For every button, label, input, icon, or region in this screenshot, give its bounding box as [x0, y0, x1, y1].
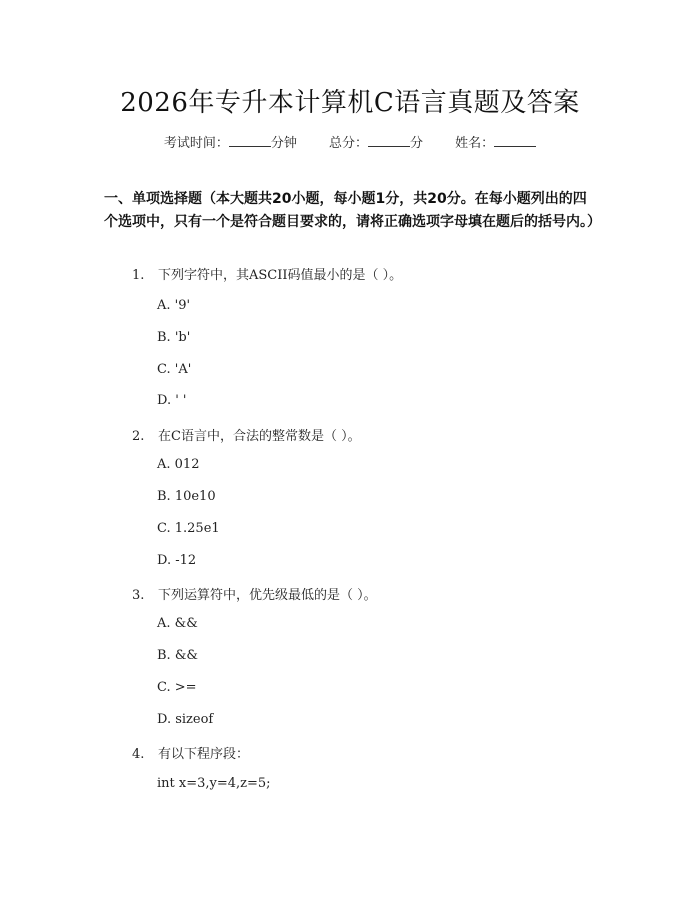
question-text: 下列运算符中，优先级最低的是（ ）。: [158, 588, 377, 603]
question-text: 下列字符中，其ASCII码值最小的是（ ）。: [158, 268, 403, 283]
question-3-option-b: B. &&: [157, 648, 198, 663]
total-score-field: [329, 132, 423, 151]
question-4-code: int x=3,y=4,z=5;: [157, 776, 271, 791]
section-heading: 一、单项选择题（本大题共20小题，每小题1分，共20分。在每小题列出的四个选项中，只有一个是符合题目要求的，请将正确选项字母填在题后的括号内。）: [104, 191, 601, 230]
question-1: [132, 264, 402, 283]
question-1-option-c: C. 'A': [157, 362, 192, 377]
total-score-unit: 分: [410, 136, 424, 151]
student-name-blank: [494, 132, 536, 147]
exam-time-blank: [229, 132, 271, 147]
question-4: [132, 743, 249, 762]
question-text: 有以下程序段：: [158, 747, 250, 762]
question-number: 1.: [132, 268, 145, 283]
question-2-option-d: D. -12: [157, 553, 197, 568]
question-1-option-b: B. 'b': [157, 330, 191, 345]
exam-time-label: 考试时间：: [163, 136, 229, 151]
question-2-option-b: B. 10e10: [157, 489, 216, 504]
total-score-label: 总分：: [328, 136, 368, 151]
exam-meta: [0, 132, 700, 151]
exam-time-field: [164, 132, 297, 151]
student-name-label: 姓名：: [455, 136, 495, 151]
question-3-option-c: C. >=: [157, 680, 197, 695]
student-name-field: [455, 132, 536, 151]
question-1-option-a: A. '9': [157, 298, 191, 313]
total-score-blank: [368, 132, 410, 147]
page-title: 2026年专升本计算机C语言真题及答案: [120, 88, 580, 118]
question-text: 在C语言中，合法的整常数是（ ）。: [158, 429, 361, 444]
question-number: 2.: [132, 429, 145, 444]
question-2: [132, 425, 361, 444]
question-3: [132, 584, 377, 603]
question-3-option-d: D. sizeof: [157, 712, 214, 727]
question-2-option-c: C. 1.25e1: [157, 521, 220, 536]
question-1-option-d: D. ' ': [157, 393, 187, 408]
exam-time-unit: 分钟: [270, 136, 297, 151]
question-3-option-a: A. &&: [157, 616, 198, 631]
question-number: 4.: [132, 747, 145, 762]
question-number: 3.: [132, 588, 145, 603]
question-2-option-a: A. 012: [157, 457, 200, 472]
